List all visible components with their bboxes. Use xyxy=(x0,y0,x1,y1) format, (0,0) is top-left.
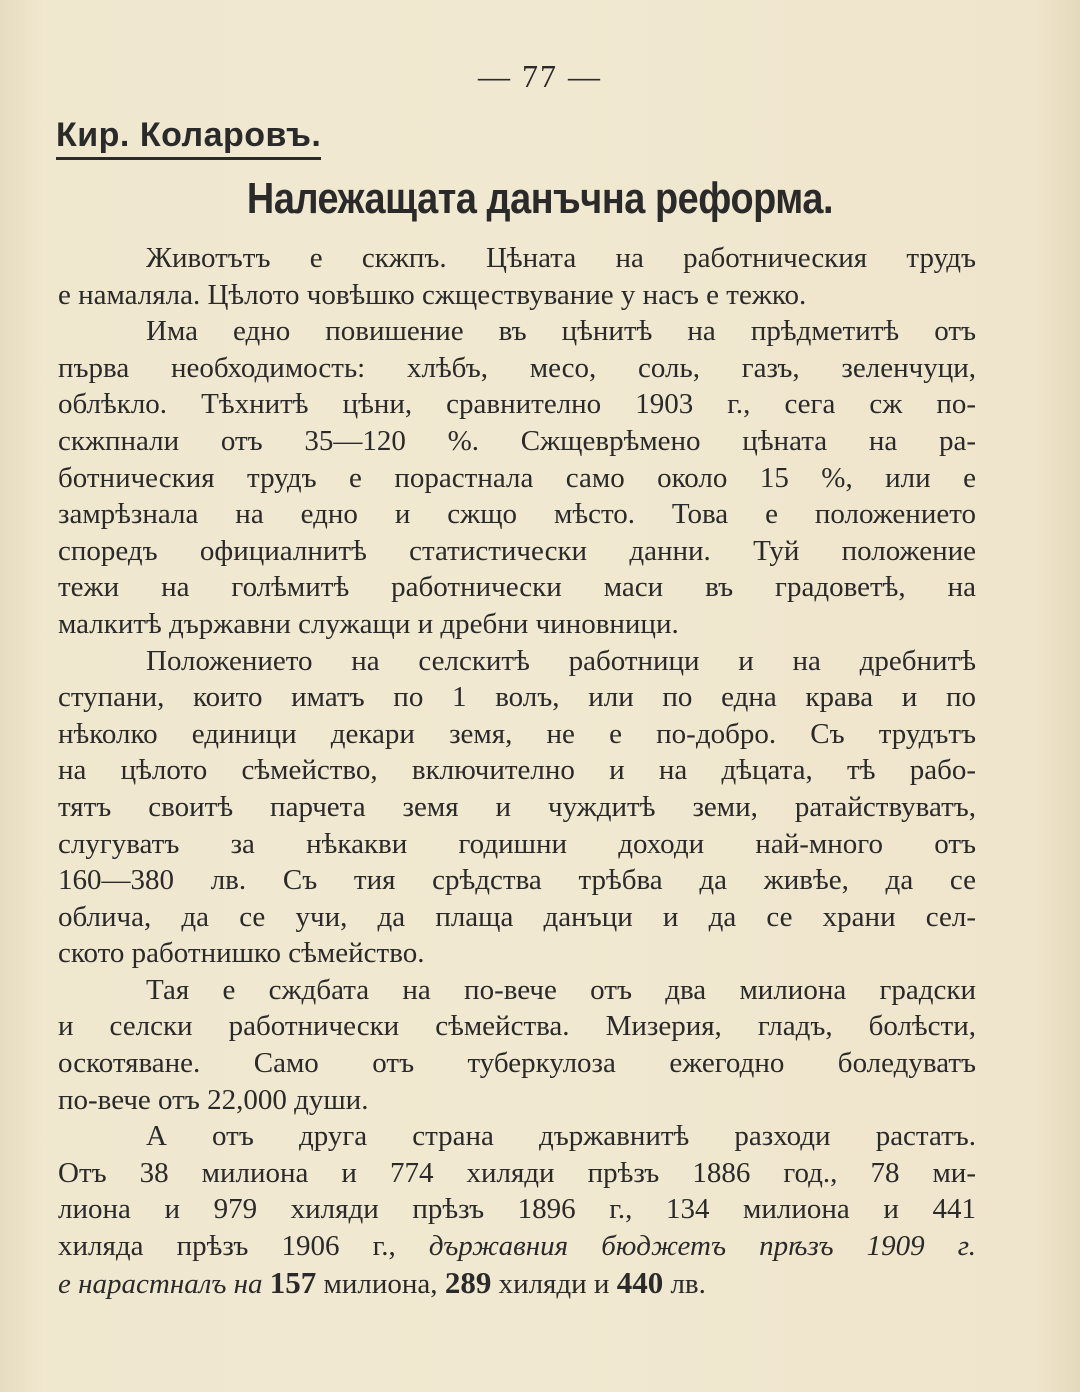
text-segment: лв. xyxy=(670,1267,706,1300)
text-line: Тая е сждбата на по-вече отъ два милиона градски xyxy=(146,973,976,1006)
text-line: споредъ официалнитѣ статистически данни. Туй положение xyxy=(58,534,976,567)
text-line: тежи на голѣмитѣ работнически маси въ градоветѣ, на xyxy=(58,571,976,604)
text-line: лиона и 979 хиляди прѣзъ 1896 г., 134 милиона и 441 xyxy=(58,1193,976,1226)
text-line: на цѣлото сѣмейство, включително и на дѣцата, тѣ рабо- xyxy=(58,754,976,787)
text-line: замрѣзнала на едно и сжщо мѣсто. Това е положението xyxy=(58,498,976,531)
text-line: Положението на селскитѣ работници и на дребнитѣ xyxy=(146,644,976,677)
text-line: и селски работнически сѣмейства. Мизерия, гладъ, болѣсти, xyxy=(58,1010,976,1043)
text-line: ступани, които иматъ по 1 волъ, или по една крава и по xyxy=(58,681,976,714)
text-line: по-вече отъ 22,000 души. xyxy=(58,1083,369,1116)
text-line: е намаляла. Цѣлото човѣшко сжществувание у насъ е тежко. xyxy=(58,278,807,311)
text-segment: хиляда прѣзъ 1906 г., xyxy=(58,1230,396,1263)
text-line: Животътъ е скжпъ. Цѣната на работническия трудъ xyxy=(146,242,976,274)
text-segment: милиона, xyxy=(323,1267,438,1300)
article-title: Належащата данъчна реформа. xyxy=(246,174,834,223)
text-segment-italic: държавния бюджетъ прѣзъ 1909 г. xyxy=(428,1230,976,1263)
author-name: Кир. Коларовъ. xyxy=(56,116,321,160)
text-segment-bold: 157 xyxy=(269,1264,317,1300)
text-line: облѣкло. Тѣхнитѣ цѣни, сравнително 1903 г., сега сж по- xyxy=(58,388,976,421)
text-line: тятъ своитѣ парчета земя и чуждитѣ земи, ратайствуватъ, xyxy=(58,790,976,823)
text-line: Отъ 38 милиона и 774 хиляди прѣзъ 1886 год., 78 ми- xyxy=(58,1156,976,1189)
text-segment-bold: 440 xyxy=(616,1264,664,1300)
text-segment-italic: е нарастналъ на xyxy=(58,1267,263,1300)
text-line: малкитѣ държавни служащи и дребни чиновници. xyxy=(58,607,679,640)
text-line: Има едно повишение въ цѣнитѣ на прѣдметитѣ отъ xyxy=(146,315,976,348)
text-line: А отъ друга страна държавнитѣ разходи растатъ. xyxy=(146,1120,976,1153)
text-segment-bold: 289 xyxy=(444,1264,492,1300)
page-number: — 77 — xyxy=(478,58,602,94)
text-line: оскотяване. Само отъ туберкулоза ежегодно боледуватъ xyxy=(58,1047,976,1080)
text-line: 160—380 лв. Съ тия срѣдства трѣбва да живѣе, да се xyxy=(58,864,976,897)
text-line: слугуватъ за нѣкакви годишни доходи най-много отъ xyxy=(58,827,976,860)
article-body xyxy=(58,240,976,1301)
text-line-mixed xyxy=(58,1265,976,1302)
text-line: облича, да се учи, да плаща данъци и да се храни сел- xyxy=(58,900,976,933)
text-line: ското работнишко сѣмейство. xyxy=(58,937,425,970)
text-segment: хиляди и xyxy=(498,1267,610,1300)
text-line: нѣколко единици декари земя, не е по-добро. Съ трудътъ xyxy=(58,717,976,750)
text-line: първа необходимость: хлѣбъ, месо, соль, газъ, зеленчуци, xyxy=(58,351,976,384)
text-line: скжпнали отъ 35—120 %. Сжщеврѣмено цѣната на ра- xyxy=(58,424,976,457)
text-line: ботническия трудъ е порастнала само около 15 %, или е xyxy=(58,461,976,494)
text-line-mixed xyxy=(58,1228,976,1265)
